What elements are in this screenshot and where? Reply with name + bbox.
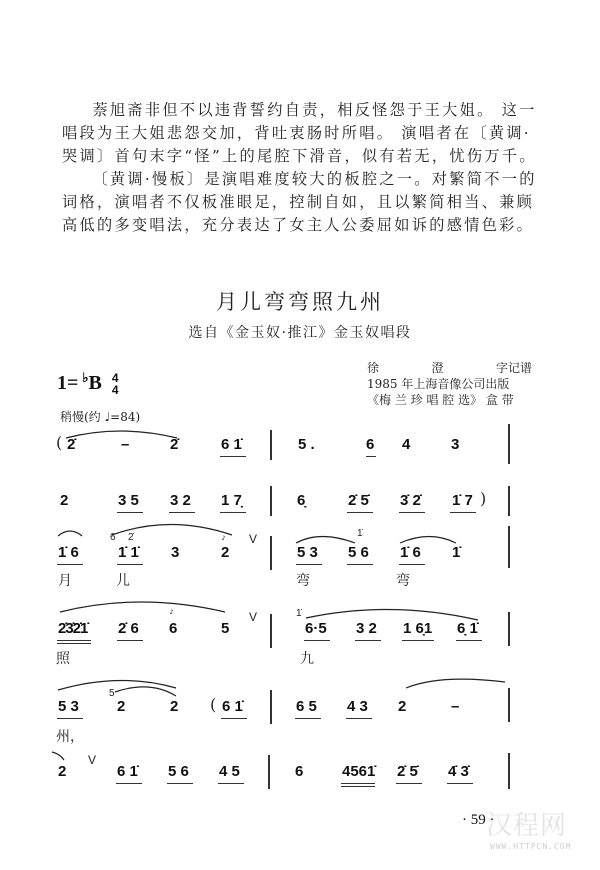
beam (304, 640, 330, 641)
open-paren: ( (210, 695, 217, 714)
beam (57, 564, 83, 565)
flat-icon: ♭ (82, 370, 89, 385)
beam (117, 640, 143, 641)
watermark-logo: 汉程网 (486, 811, 568, 841)
intro-paragraph-2 (62, 168, 538, 237)
time-denominator: 4 (111, 383, 119, 398)
beam (57, 643, 91, 644)
note: 1 6̣1 (403, 620, 433, 637)
note: 6 1̇ (117, 763, 138, 780)
score-row-4 (0, 606, 600, 692)
beam (341, 786, 375, 787)
intro-paragraph-1 (62, 99, 538, 168)
note: 6̣ 1̇ (457, 620, 478, 637)
beam (220, 512, 246, 513)
grace-note: 2̇ (128, 532, 134, 543)
note: – (121, 436, 130, 453)
lyric: 儿 (116, 573, 130, 589)
score-row-3 (0, 528, 600, 616)
watermark-url: WWW.HTTPCN.COM (490, 842, 572, 851)
lyric: 九 (300, 651, 314, 667)
note: 4̇ 3̇ (448, 763, 469, 780)
page-number: · 59 · (462, 812, 495, 828)
note: 2 (58, 763, 67, 780)
key-signature (57, 370, 119, 396)
barline (508, 612, 510, 646)
beam (399, 564, 425, 565)
lyric: 弯 (396, 573, 410, 589)
open-paren: ( (56, 433, 63, 452)
beam (117, 512, 143, 513)
note: 6 5 (296, 698, 317, 715)
note: 5 6 (348, 544, 369, 561)
beam (117, 564, 143, 565)
note: 4 5 (219, 763, 240, 780)
note: 3 (171, 544, 180, 561)
beam (366, 456, 376, 457)
note: 4561̇ (342, 763, 376, 780)
note: 2 (221, 544, 230, 561)
grace-note: 5 (109, 688, 115, 699)
breath-mark: V (88, 753, 97, 767)
note: 3 2 (170, 492, 191, 509)
beam (355, 640, 381, 641)
note: 3̇ 2̇ (400, 492, 421, 509)
paragraph-text: 萘旭斋非但不以违背誓约自责，相反怪怨于王大姐。 这一唱段为王大姐悲怨交加，背吐衷肠时所唱。 演唱者在〔黄调·哭调〕首句末字“怪”上的尾腔下滑音，似有若无，忧伤万千。 (62, 101, 537, 165)
close-paren: ) (480, 489, 487, 508)
barline (508, 526, 510, 568)
beam (295, 718, 321, 719)
beam (347, 512, 373, 513)
note: 6̣ (297, 492, 306, 509)
trill-mark: 𝆔 (170, 606, 174, 617)
barline (270, 614, 272, 648)
paragraph-text: 〔黄调·慢板〕是演唱难度较大的板腔之一。对繁简不一的词格，演唱者不仅板准眼足，控制自如，且以繁简相当、兼顾高低的多变唱法，充分表达了女主人公委屈如诉的感情色彩。 (62, 170, 537, 234)
lyric: 州， (56, 729, 84, 745)
lyric: 月 (58, 573, 72, 589)
barline (508, 753, 510, 789)
beam (346, 718, 372, 719)
breath-mark: V (249, 610, 258, 624)
credits-source: 《梅 兰 珍 唱 腔 选》 盒 带 (367, 393, 514, 407)
beam (396, 783, 422, 784)
beam (456, 640, 482, 641)
beam (447, 783, 473, 784)
note: 5 . (298, 436, 315, 453)
note: 2̇ (170, 436, 179, 453)
note: 1 7̣ (221, 492, 242, 509)
note: 1̇ 6 (400, 544, 421, 561)
note: 6·5 (305, 620, 327, 637)
trill-mark: 𝆔 (222, 532, 226, 543)
beam (116, 783, 142, 784)
beam (341, 783, 375, 784)
barline (508, 424, 510, 464)
lyric: 照 (56, 651, 70, 667)
note: 2̇ 5̇ (348, 492, 369, 509)
note: 2 (170, 698, 179, 715)
note: 2̇ (67, 436, 76, 453)
transcriber-name-2: 澄 (431, 361, 444, 375)
beam (57, 718, 83, 719)
beam (221, 718, 247, 719)
note: 3 (451, 436, 460, 453)
barline (508, 486, 510, 516)
beam (167, 783, 193, 784)
note: 2̇3̇2̇1̇ (58, 620, 88, 637)
note: 3 2 (356, 620, 377, 637)
grace-note: 6 (110, 532, 116, 543)
barline (270, 486, 272, 516)
beam (57, 640, 91, 641)
note: 5 6 (168, 763, 189, 780)
note: 6 (366, 436, 375, 453)
transcriber-name-1: 徐 (367, 361, 380, 375)
note: 2 (117, 698, 126, 715)
barline (508, 688, 510, 722)
note: 2̇ 6 (118, 620, 139, 637)
barline (268, 755, 270, 789)
beam (402, 640, 434, 641)
note: 4 3 (347, 698, 368, 715)
note: 1̇ 6 (58, 544, 79, 561)
beam (220, 456, 246, 457)
note: 1̇ 1̇ (118, 544, 139, 561)
credits-publisher: 1985 年上海音像公司出版 (367, 377, 510, 391)
beam (347, 564, 373, 565)
note: 5 (221, 620, 230, 637)
tempo-marking: 稍慢(约 ♩=84) (60, 410, 141, 424)
note: 1̇ (452, 544, 461, 561)
time-numerator: 4 (111, 371, 119, 386)
note: 6 (169, 620, 178, 637)
barline (270, 430, 272, 460)
key-tonic: B (88, 372, 102, 394)
key-equals: = (67, 372, 79, 394)
note: 6 1̇ (221, 436, 242, 453)
beam (450, 512, 476, 513)
transcriber-role: 字记谱 (495, 361, 532, 375)
note: 2 (60, 492, 69, 509)
note: 1̇ 7 (452, 492, 473, 509)
grace-note: 1̇ (296, 608, 302, 619)
barline (270, 690, 272, 724)
song-title: 月儿弯弯照九州 (216, 290, 384, 314)
breath-mark: V (249, 532, 258, 546)
note: 2 (398, 698, 407, 715)
lyric: 弯 (296, 573, 310, 589)
note: 6 (295, 763, 304, 780)
note: 5 3 (58, 698, 79, 715)
credits-transcriber (367, 360, 532, 376)
beam (169, 512, 195, 513)
note: 3 5 (118, 492, 139, 509)
note: 4 (402, 436, 411, 453)
grace-note: 1̇ (357, 528, 363, 539)
note: 6 1̇ (222, 698, 243, 715)
time-signature (112, 372, 119, 396)
note: 2̇ 5̇ (397, 763, 418, 780)
credits (367, 360, 532, 408)
beam (296, 564, 322, 565)
song-subtitle: 选自《金玉奴·推江》金玉奴唱段 (188, 325, 412, 341)
note: 5 3 (297, 544, 318, 561)
barline (270, 536, 272, 570)
note: – (451, 698, 460, 715)
key-one: 1 (57, 372, 67, 394)
beam (399, 512, 425, 513)
beam (218, 783, 244, 784)
